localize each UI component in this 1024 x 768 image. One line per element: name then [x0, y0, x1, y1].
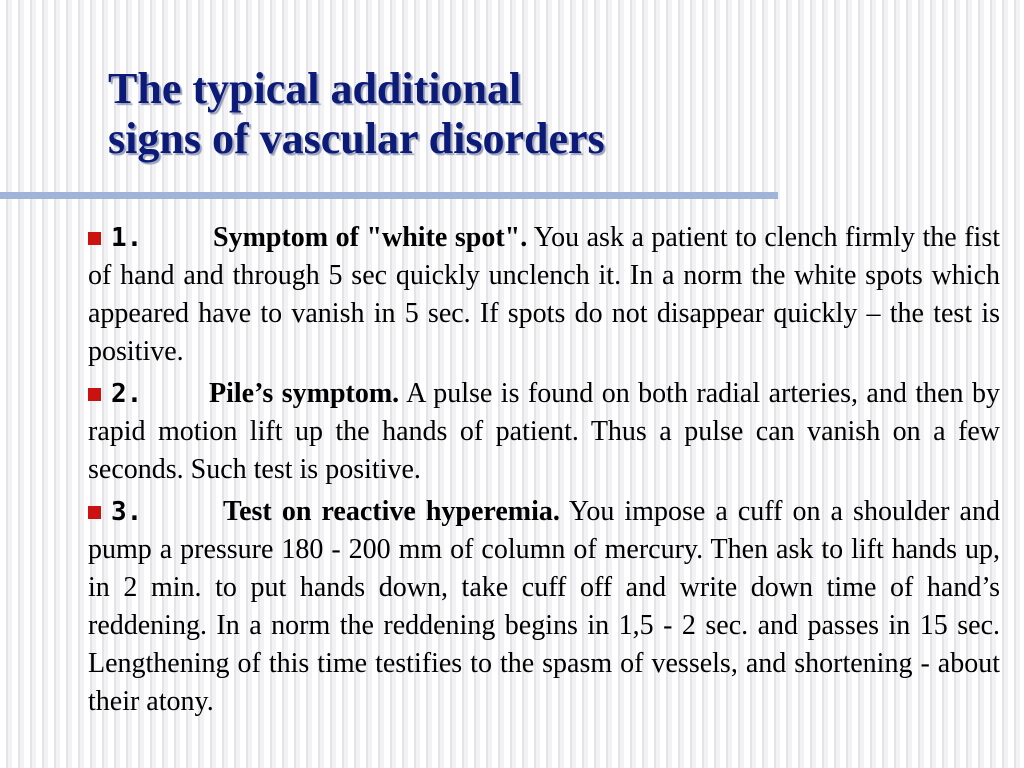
item-text: You ask a patient to clench firmly the fist of hand and through 5 sec quickly unclench it. In a norm the white spots which appeared have to vanish in 5 sec. If spots do not disappear quickly – the test is positive.: [88, 222, 1000, 367]
item-number: 1.: [111, 223, 143, 253]
item-text: You impose a cuff on a shoulder and pump a pressure 180 - 200 mm of column of mercury. Then ask to lift hands up, in 2 min. to put hands down, take cuff off and write down time of hand’s reddening. In a norm the reddening begins in 1,5 - 2 sec. and passes in 15 sec. Lengthening of this time testifies to the spasm of vessels, and shortening - about their atony.: [88, 496, 1000, 717]
bullet-square-icon: [88, 388, 101, 401]
content-list: [88, 219, 1000, 725]
slide-title: [108, 64, 808, 164]
item-number: 3.: [111, 497, 143, 527]
list-item-1: [88, 219, 1000, 371]
bullet-square-icon: [88, 506, 101, 519]
item-text: A pulse is found on both radial arteries, and then by rapid motion lift up the hands of patient. Thus a pulse can vanish on a few seconds. Such test is positive.: [88, 378, 1000, 485]
item-heading: Pile’s symptom.: [209, 378, 400, 409]
bullet-square-icon: [88, 232, 101, 245]
list-item-3: [88, 493, 1000, 721]
item-number: 2.: [111, 379, 143, 409]
list-item-2: [88, 375, 1000, 489]
title-underline: [0, 192, 778, 199]
item-heading: Test on reactive hyperemia.: [223, 496, 560, 527]
item-heading: Symptom of "white spot".: [213, 222, 528, 253]
slide-title-line-1: The typical additional: [108, 64, 522, 113]
slide-title-line-2: signs of vascular disorders: [108, 114, 605, 163]
